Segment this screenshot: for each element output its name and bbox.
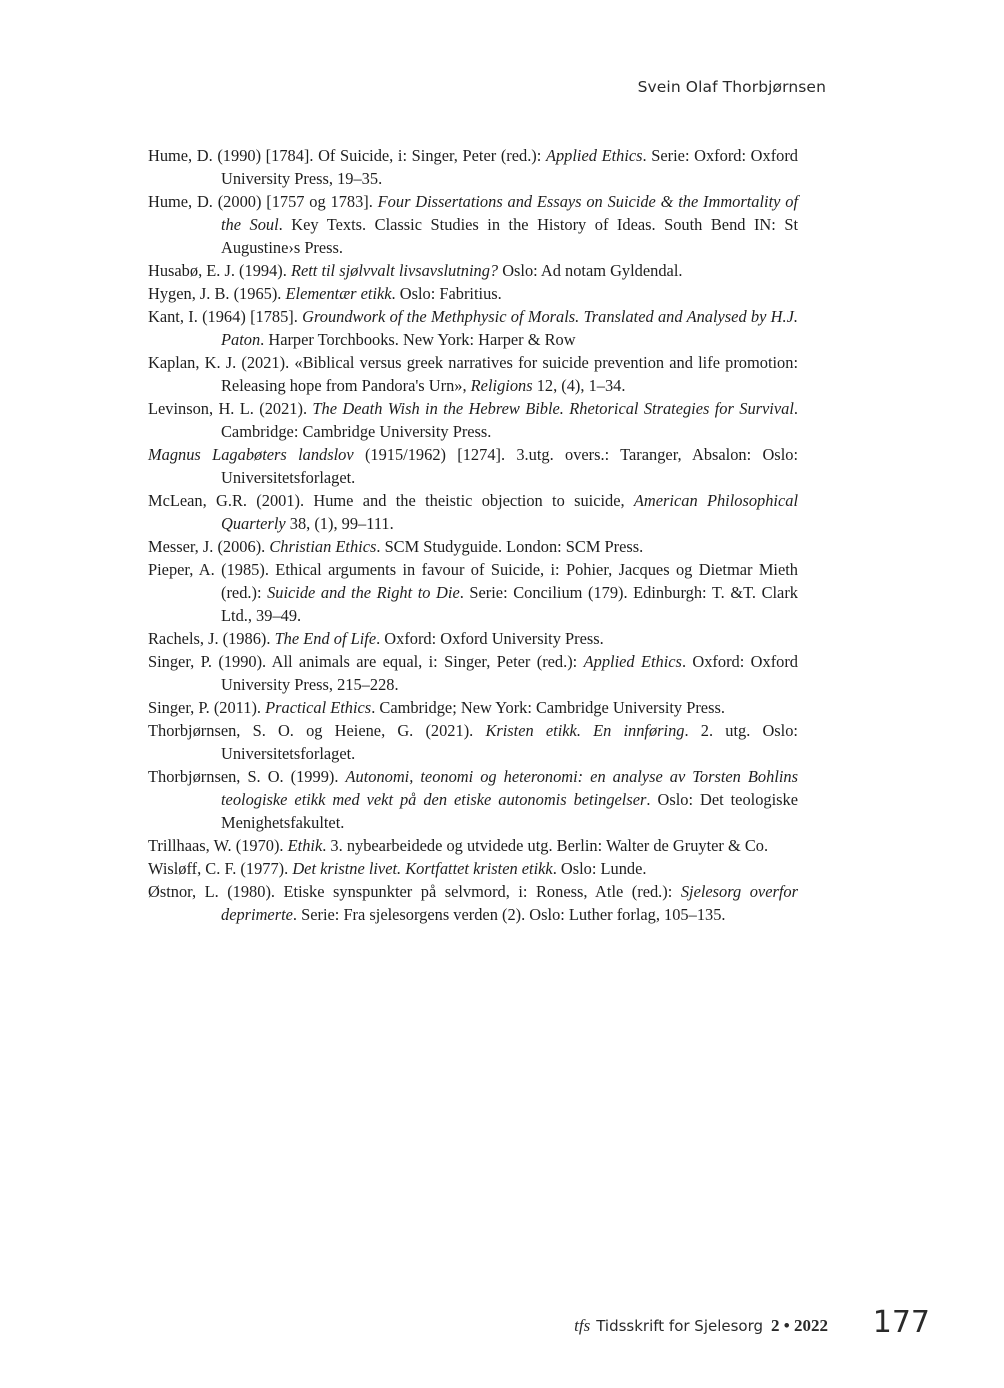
reference-text: Østnor, L. (1980). Etiske synspunkter på selvmord, i: Roness, Atle (red.):: [148, 882, 681, 901]
reference-text: Thorbjørnsen, S. O. og Heiene, G. (2021).: [148, 721, 486, 740]
reference-entry: [148, 144, 798, 190]
reference-entry: [148, 834, 798, 857]
reference-entry: [148, 880, 798, 926]
reference-text: (1915/1962) [1274]. 3.utg. overs.: Taranger, Absalon: Oslo: Universitetsforlaget.: [221, 445, 798, 487]
reference-text: . Oslo: Det teologiske Menighetsfakultet.: [221, 790, 798, 832]
reference-text: . Serie: Concilium (179). Edinburgh: T. &T. Clark Ltd., 39–49.: [221, 583, 798, 625]
reference-text: . Cambridge: Cambridge University Press.: [221, 399, 798, 441]
reference-text: . SCM Studyguide. London: SCM Press.: [376, 537, 644, 556]
reference-title: American Philosophical Quarterly: [221, 491, 799, 533]
reference-title: Practical Ethics: [265, 698, 372, 717]
reference-text: Hume, D. (2000) [1757 og 1783].: [148, 192, 378, 211]
reference-title: Kristen etikk. En innføring: [485, 721, 685, 740]
reference-entry: [148, 650, 798, 696]
reference-title: Rett til sjølvvalt livsavslutning?: [290, 261, 499, 280]
reference-title: Magnus Lagabøters landslov: [148, 445, 354, 464]
journal-issue: 2 • 2022: [771, 1316, 828, 1335]
reference-text: 38, (1), 99–111.: [285, 514, 394, 533]
reference-entry: [148, 558, 798, 627]
reference-title: The Death Wish in the Hebrew Bible. Rhetorical Strategies for Survival: [312, 399, 794, 418]
reference-entry: [148, 397, 798, 443]
reference-text: Singer, P. (1990). All animals are equal, i: Singer, Peter (red.):: [148, 652, 584, 671]
reference-title: Four Dissertations and Essays on Suicide & the Immortality of the Soul: [221, 192, 798, 234]
reference-entry: [148, 190, 798, 259]
reference-text: Wisløff, C. F. (1977).: [148, 859, 293, 878]
reference-title: Ethik: [287, 836, 323, 855]
reference-title: Applied Ethics: [545, 146, 643, 165]
reference-title: Autonomi, teonomi og heteronomi: en analyse av Torsten Bohlins teologiske etikk med vekt på den etiske autonomis betingelser: [221, 767, 798, 809]
reference-title: Religions: [470, 376, 533, 395]
reference-text: Husabø, E. J. (1994).: [148, 261, 291, 280]
reference-text: Levinson, H. L. (2021).: [148, 399, 313, 418]
reference-entry: [148, 489, 798, 535]
reference-text: McLean, G.R. (2001). Hume and the theistic objection to suicide,: [148, 491, 634, 510]
reference-text: Hygen, J. B. (1965).: [148, 284, 286, 303]
reference-text: Kaplan, K. J. (2021). «Biblical versus greek narratives for suicide prevention and life promotion: Releasing hope from Pandora's Urn»,: [148, 353, 798, 395]
reference-list: [148, 144, 798, 926]
running-head-author: Svein Olaf Thorbjørnsen: [637, 78, 826, 96]
reference-entry: [148, 535, 798, 558]
reference-text: . Serie: Oxford: Oxford University Press, 19–35.: [221, 146, 798, 188]
journal-footer: [574, 1316, 828, 1336]
reference-text: Hume, D. (1990) [1784]. Of Suicide, i: Singer, Peter (red.):: [148, 146, 546, 165]
reference-text: . 3. nybearbeidede og utvidede utg. Berlin: Walter de Gruyter & Co.: [322, 836, 769, 855]
reference-entry: [148, 765, 798, 834]
reference-text: Kant, I. (1964) [1785].: [148, 307, 303, 326]
reference-text: . Oslo: Fabritius.: [391, 284, 502, 303]
reference-entry: [148, 696, 798, 719]
reference-text: . 2. utg. Oslo: Universitetsforlaget.: [221, 721, 798, 763]
reference-entry: [148, 282, 798, 305]
reference-text: Pieper, A. (1985). Ethical arguments in favour of Suicide, i: Pohier, Jacques og Dietmar Mieth (red.):: [148, 560, 798, 602]
reference-text: 12, (4), 1–34.: [532, 376, 626, 395]
reference-title: Applied Ethics: [583, 652, 682, 671]
reference-text: Oslo: Ad notam Gyldendal.: [498, 261, 683, 280]
reference-entry: [148, 443, 798, 489]
reference-entry: [148, 857, 798, 880]
reference-entry: [148, 351, 798, 397]
reference-entry: [148, 719, 798, 765]
reference-text: . Cambridge; New York: Cambridge University Press.: [371, 698, 725, 717]
reference-title: Sjelesorg overfor deprimerte: [221, 882, 798, 924]
reference-title: Groundwork of the Methphysic of Morals. Translated and Analysed by H.J. Paton: [221, 307, 798, 349]
reference-entry: [148, 627, 798, 650]
reference-title: Det kristne livet. Kortfattet kristen etikk: [292, 859, 553, 878]
reference-text: Thorbjørnsen, S. O. (1999).: [148, 767, 346, 786]
reference-text: Singer, P. (2011).: [148, 698, 266, 717]
reference-text: . Serie: Fra sjelesorgens verden (2). Oslo: Luther forlag, 105–135.: [292, 905, 726, 924]
reference-text: Trillhaas, W. (1970).: [148, 836, 288, 855]
journal-abbreviation: tfs: [574, 1316, 591, 1335]
reference-title: Elementær etikk: [285, 284, 392, 303]
reference-text: . Harper Torchbooks. New York: Harper & Row: [260, 330, 576, 349]
reference-text: . Oxford: Oxford University Press.: [376, 629, 604, 648]
reference-entry: [148, 305, 798, 351]
reference-text: Messer, J. (2006).: [148, 537, 270, 556]
page-number: 177: [872, 1305, 930, 1340]
reference-text: . Oxford: Oxford University Press, 215–228.: [221, 652, 799, 694]
reference-title: Christian Ethics: [269, 537, 377, 556]
journal-name: Tidsskrift for Sjelesorg: [596, 1317, 764, 1335]
reference-title: The End of Life: [274, 629, 377, 648]
reference-text: Rachels, J. (1986).: [148, 629, 275, 648]
reference-title: Suicide and the Right to Die: [267, 583, 460, 602]
reference-text: . Key Texts. Classic Studies in the History of Ideas. South Bend IN: St Augustine›s Press.: [221, 215, 798, 257]
reference-entry: [148, 259, 798, 282]
reference-text: . Oslo: Lunde.: [552, 859, 647, 878]
